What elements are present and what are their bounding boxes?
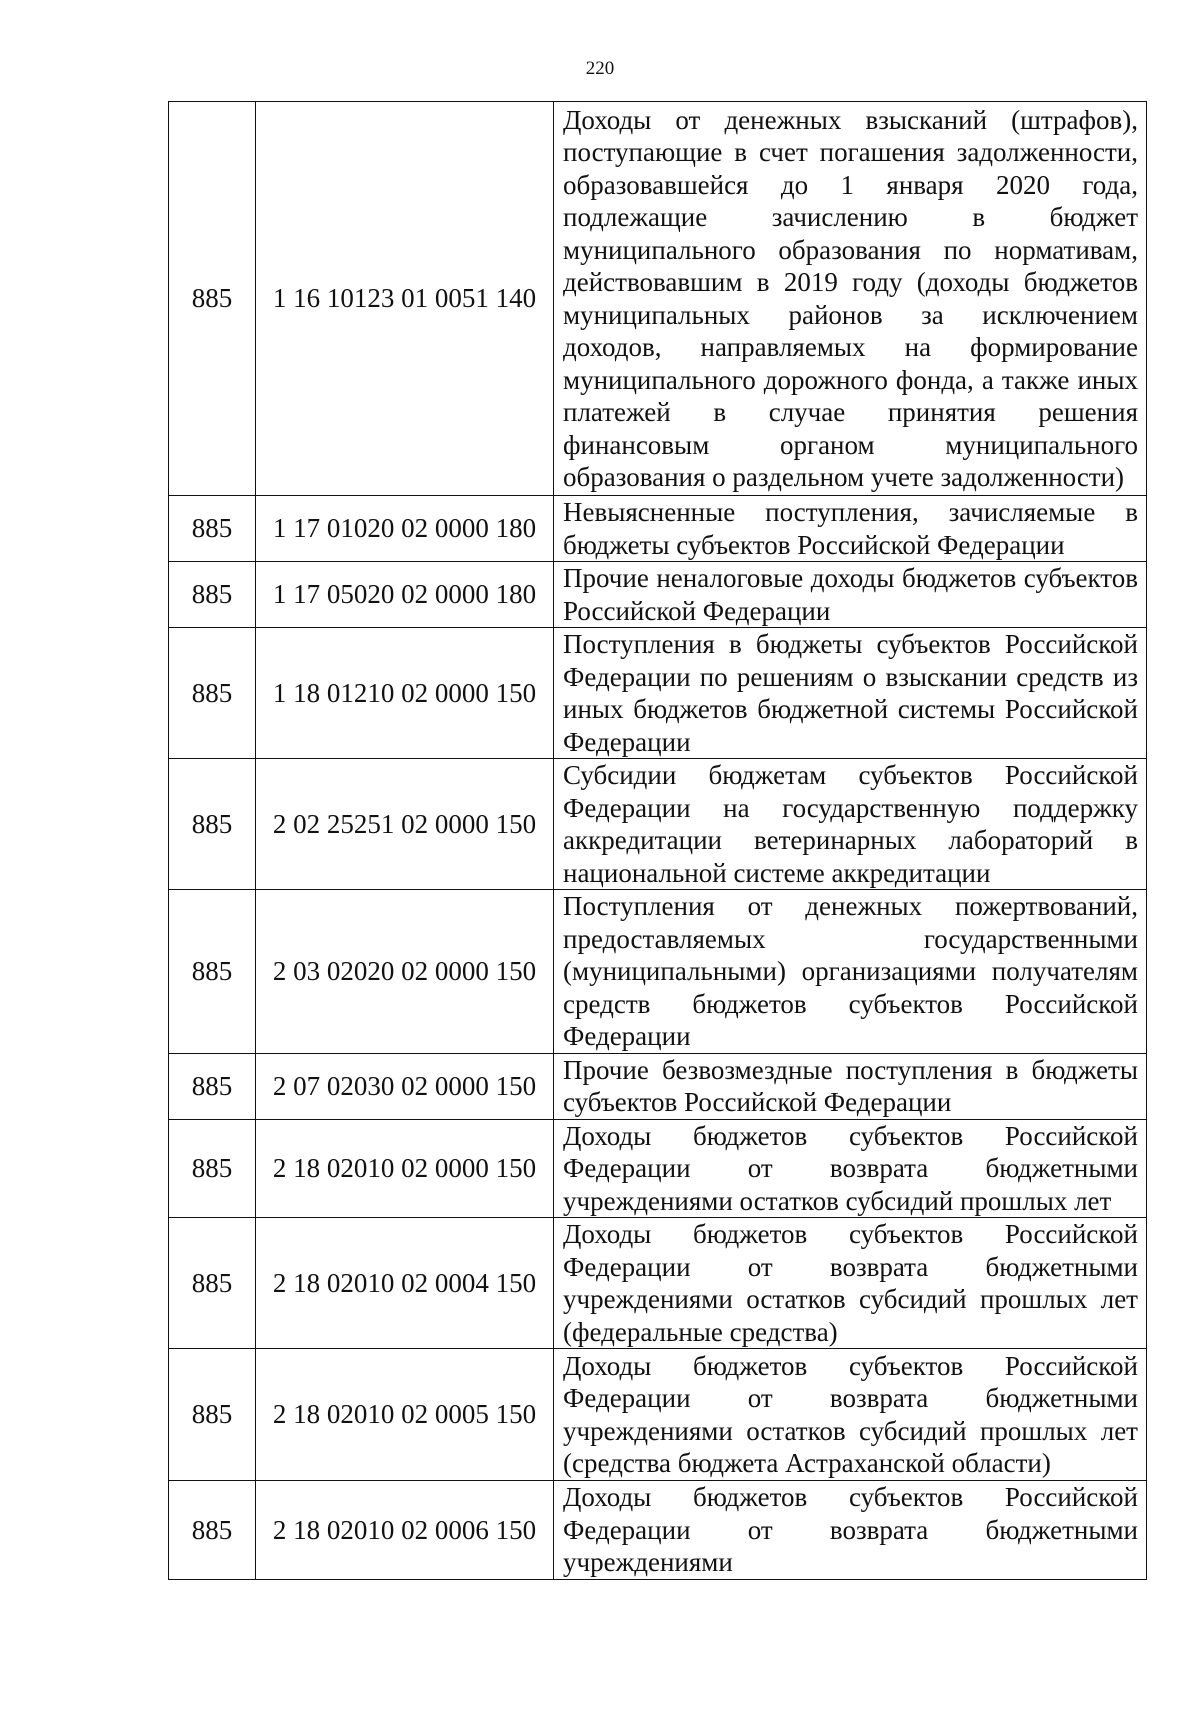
admin-code-cell: 885 bbox=[169, 628, 256, 759]
budget-code-cell: 2 18 02010 02 0006 150 bbox=[256, 1481, 554, 1580]
budget-code-cell: 2 18 02010 02 0004 150 bbox=[256, 1218, 554, 1349]
table-row bbox=[169, 1481, 1147, 1580]
revenue-codes-table bbox=[168, 101, 1147, 1580]
admin-code-cell: 885 bbox=[169, 1349, 256, 1481]
budget-code-cell: 1 18 01210 02 0000 150 bbox=[256, 628, 554, 759]
description-cell: Прочие неналоговые доходы бюджетов субъектов Российской Федерации bbox=[554, 562, 1147, 628]
table-row bbox=[169, 759, 1147, 890]
description-cell: Поступления в бюджеты субъектов Российской Федерации по решениям о взыскании средств из иных бюджетов бюджетной системы Российской Федерации bbox=[554, 628, 1147, 759]
budget-code-cell: 1 17 05020 02 0000 180 bbox=[256, 562, 554, 628]
table-row bbox=[169, 1349, 1147, 1481]
admin-code-cell: 885 bbox=[169, 759, 256, 890]
description-cell: Прочие безвозмездные поступления в бюджеты субъектов Российской Федерации bbox=[554, 1053, 1147, 1119]
description-cell: Доходы бюджетов субъектов Российской Федерации от возврата бюджетными учреждениями остатков субсидий прошлых лет bbox=[554, 1119, 1147, 1218]
admin-code-cell: 885 bbox=[169, 890, 256, 1054]
budget-code-cell: 2 07 02030 02 0000 150 bbox=[256, 1053, 554, 1119]
admin-code-cell: 885 bbox=[169, 562, 256, 628]
description-cell: Доходы бюджетов субъектов Российской Федерации от возврата бюджетными учреждениями bbox=[554, 1481, 1147, 1580]
description-cell: Поступления от денежных пожертвований, предоставляемых государственными (муниципальными) организациями получателям средств бюджетов субъектов Российской Федерации bbox=[554, 890, 1147, 1054]
description-cell: Доходы от денежных взысканий (штрафов), поступающие в счет погашения задолженности, образовавшейся до 1 января 2020 года, подлежащие зачислению в бюджет муниципального образования по нормативам, действовавшим в 2019 году (доходы бюджетов муниципальных районов за исключением доходов, направляемых на формирование муниципального дорожного фонда, а также иных платежей в случае принятия решения финансовым органом муниципального образования о раздельном учете задолженности) bbox=[554, 102, 1147, 496]
table-row bbox=[169, 1218, 1147, 1349]
budget-code-cell: 1 17 01020 02 0000 180 bbox=[256, 496, 554, 562]
description-cell: Невыясненные поступления, зачисляемые в бюджеты субъектов Российской Федерации bbox=[554, 496, 1147, 562]
budget-code-cell: 2 03 02020 02 0000 150 bbox=[256, 890, 554, 1054]
description-cell: Субсидии бюджетам субъектов Российской Федерации на государственную поддержку аккредитации ветеринарных лабораторий в национальной системе аккредитации bbox=[554, 759, 1147, 890]
admin-code-cell: 885 bbox=[169, 1218, 256, 1349]
table-row bbox=[169, 1053, 1147, 1119]
description-cell: Доходы бюджетов субъектов Российской Федерации от возврата бюджетными учреждениями остатков субсидий прошлых лет (федеральные средства) bbox=[554, 1218, 1147, 1349]
table-row bbox=[169, 562, 1147, 628]
budget-code-cell: 1 16 10123 01 0051 140 bbox=[256, 102, 554, 496]
budget-code-cell: 2 02 25251 02 0000 150 bbox=[256, 759, 554, 890]
table-row bbox=[169, 890, 1147, 1054]
budget-code-cell: 2 18 02010 02 0005 150 bbox=[256, 1349, 554, 1481]
table-row bbox=[169, 496, 1147, 562]
admin-code-cell: 885 bbox=[169, 496, 256, 562]
page-number: 220 bbox=[585, 58, 615, 79]
table-row bbox=[169, 1119, 1147, 1218]
admin-code-cell: 885 bbox=[169, 1119, 256, 1218]
table-row bbox=[169, 102, 1147, 496]
budget-code-cell: 2 18 02010 02 0000 150 bbox=[256, 1119, 554, 1218]
admin-code-cell: 885 bbox=[169, 1053, 256, 1119]
admin-code-cell: 885 bbox=[169, 102, 256, 496]
admin-code-cell: 885 bbox=[169, 1481, 256, 1580]
table-row bbox=[169, 628, 1147, 759]
description-cell: Доходы бюджетов субъектов Российской Федерации от возврата бюджетными учреждениями остатков субсидий прошлых лет (средства бюджета Астраханской области) bbox=[554, 1349, 1147, 1481]
